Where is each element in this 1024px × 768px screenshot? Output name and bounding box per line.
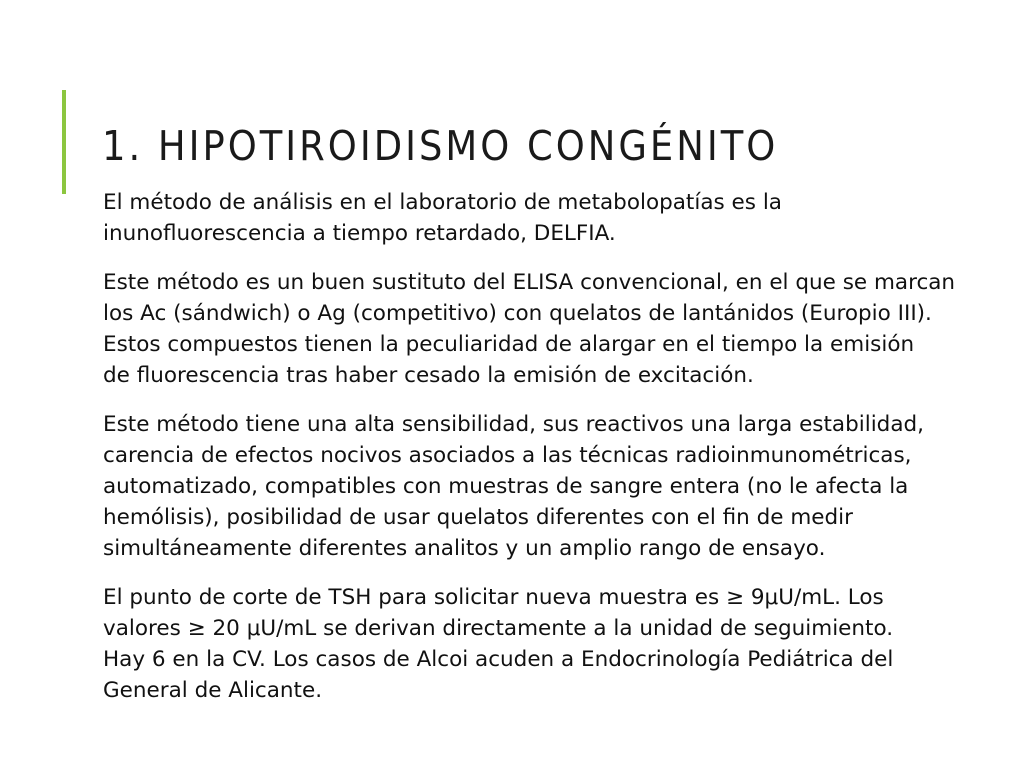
paragraph-line: automatizado, compatibles con muestras de sangre entera (no le afecta la	[103, 474, 909, 499]
paragraph-line: carencia de efectos nocivos asociados a las técnicas radioinmunométricas,	[103, 443, 912, 468]
slide-body	[103, 187, 983, 724]
paragraph-line: El método de análisis en el laboratorio de metabolopatías es la	[103, 190, 782, 215]
paragraph-line: los Ac (sándwich) o Ag (competitivo) con quelatos de lantánidos (Europio III).	[103, 301, 932, 326]
paragraph-line: El punto de corte de TSH para solicitar nueva muestra es ≥ 9μU/mL. Los	[103, 585, 884, 610]
slide-title: 1. HIPOTIROIDISMO CONGÉNITO	[102, 122, 779, 170]
paragraph-line: Hay 6 en la CV. Los casos de Alcoi acuden a Endocrinología Pediátrica del	[103, 647, 894, 672]
paragraph-line: Este método tiene una alta sensibilidad, sus reactivos una larga estabilidad,	[103, 412, 924, 437]
paragraph-line: General de Alicante.	[103, 678, 323, 703]
paragraph-sensitivity	[103, 409, 983, 564]
title-accent-bar	[62, 90, 66, 194]
paragraph-method	[103, 187, 983, 249]
paragraph-tsh-cutoff	[103, 582, 983, 706]
paragraph-elisa	[103, 267, 983, 391]
paragraph-line: simultáneamente diferentes analitos y un amplio rango de ensayo.	[103, 536, 826, 561]
paragraph-line: Estos compuestos tienen la peculiaridad de alargar en el tiempo la emisión	[103, 332, 915, 357]
paragraph-line: valores ≥ 20 μU/mL se derivan directamente a la unidad de seguimiento.	[103, 616, 894, 641]
paragraph-line: hemólisis), posibilidad de usar quelatos diferentes con el fin de medir	[103, 505, 853, 530]
paragraph-line: Este método es un buen sustituto del ELISA convencional, en el que se marcan	[103, 270, 956, 295]
paragraph-line: inunofluorescencia a tiempo retardado, DELFIA.	[103, 221, 616, 246]
paragraph-line: de fluorescencia tras haber cesado la emisión de excitación.	[103, 363, 754, 388]
